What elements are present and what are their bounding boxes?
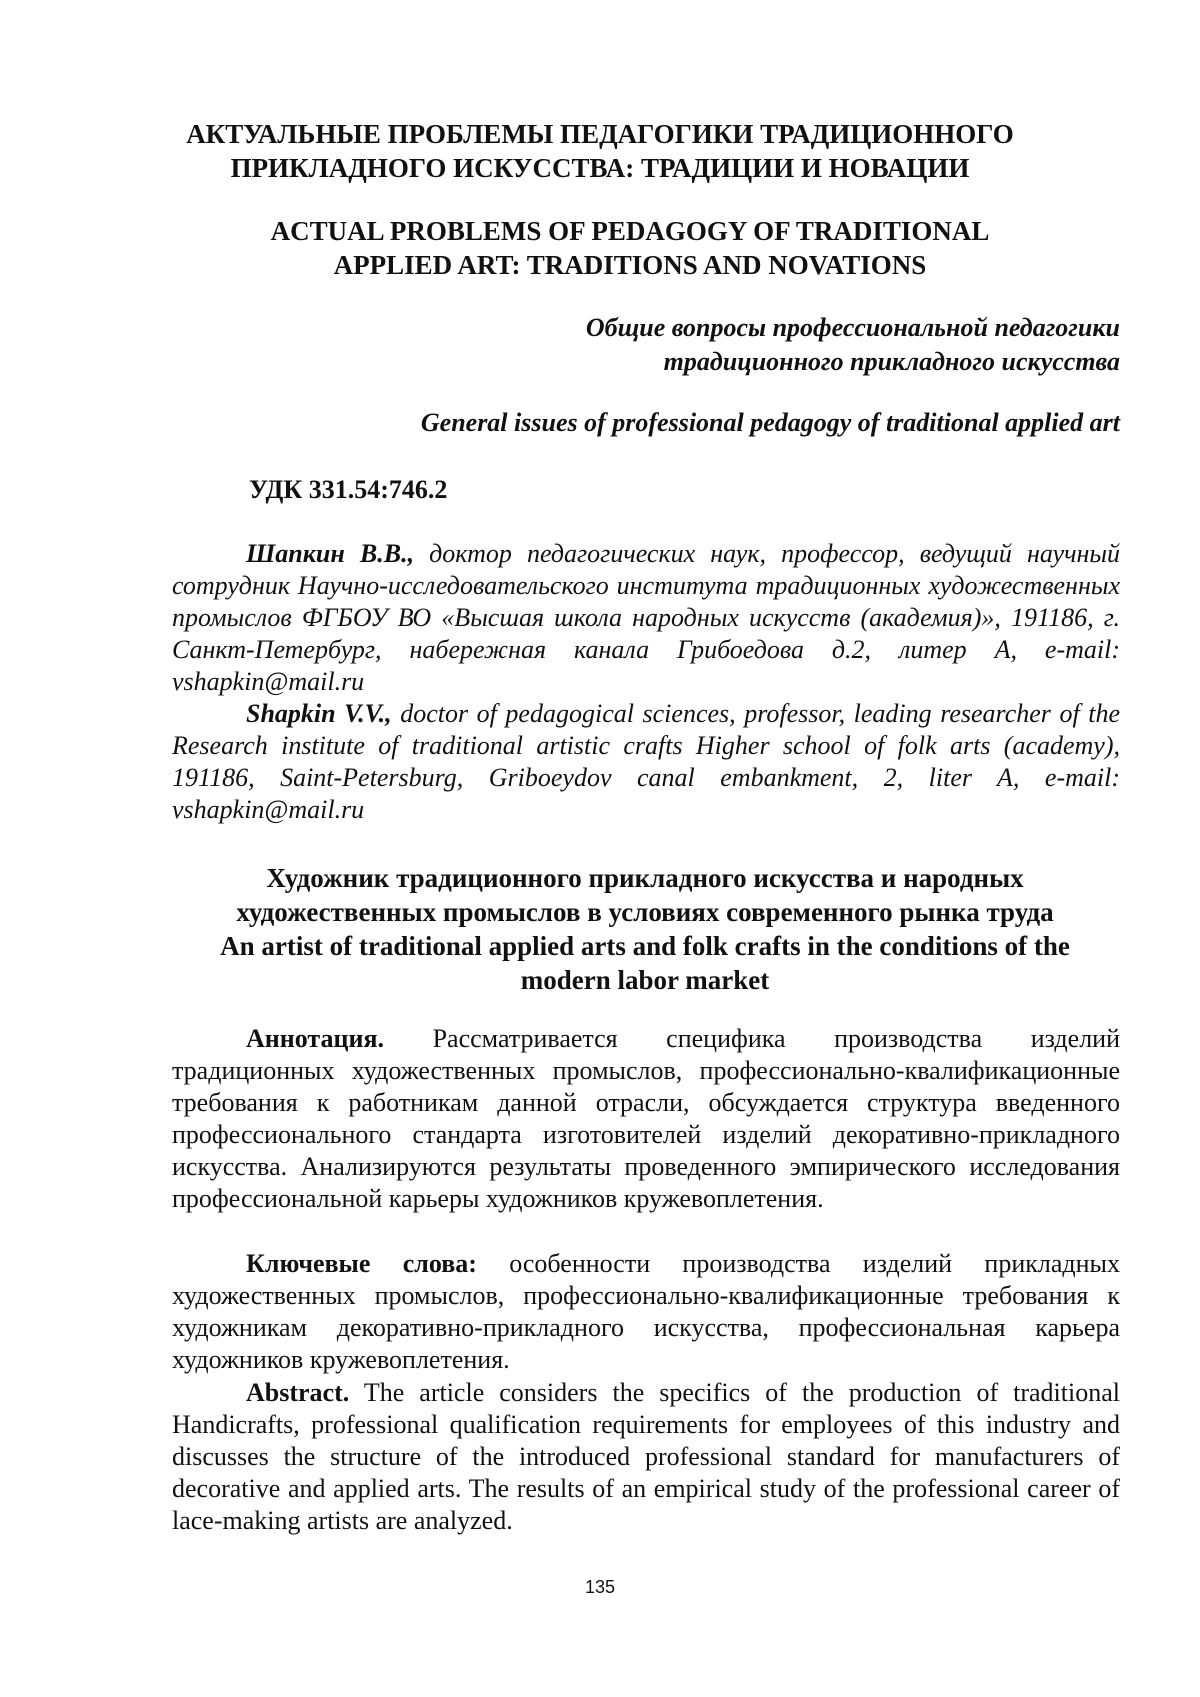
- article-title-en-line1: An artist of traditional applied arts and folk crafts in the conditions of the: [220, 931, 1070, 961]
- section-title-en: [180, 214, 1080, 282]
- author-affiliation-ru: [172, 538, 1120, 698]
- subsection-heading-en: General issues of professional pedagogy of traditional applied art: [420, 408, 1120, 437]
- section-title-ru-line1: АКТУАЛЬНЫЕ ПРОБЛЕМЫ ПЕДАГОГИКИ ТРАДИЦИОННОГО: [186, 119, 1014, 149]
- keywords-label: Ключевые слова:: [246, 1249, 477, 1278]
- keywords-text: особенности производства изделий прикладных художественных промыслов, профессионально-квалификационные требования к художникам декоративно-прикладного искусства, профессиональная карьера художников кружевоплетения.: [172, 1249, 1120, 1374]
- article-title: [160, 861, 1130, 997]
- article-title-en-line2: modern labor market: [520, 965, 770, 995]
- subsection-ru-line2: традиционного прикладного искусства: [663, 347, 1120, 376]
- author-name-en: Shapkin V.V.,: [246, 699, 392, 728]
- subsection-ru-line1: Общие вопросы профессиональной педагогики: [585, 313, 1120, 342]
- abstract-label: Abstract.: [246, 1378, 350, 1407]
- article-title-ru-line2: художественных промыслов в условиях современного рынка труда: [236, 897, 1054, 927]
- subsection-heading-ru: [420, 311, 1120, 379]
- author-details-ru: доктор педагогических наук, профессор, ведущий научный сотрудник Научно-исследовательского института традиционных художественных промыслов ФГБОУ ВО «Высшая школа народных искусств (академия)», 191186, г. Санкт-Петербург, набережная канала Грибоедова д.2, литер А, e-mail: vshapkin@mail.ru: [172, 539, 1120, 696]
- section-title-en-line1: ACTUAL PROBLEMS OF PEDAGOGY OF TRADITIONAL: [270, 216, 990, 246]
- author-affiliation-en: [172, 698, 1120, 826]
- article-title-ru-line1: Художник традиционного прикладного искусства и народных: [266, 863, 1024, 893]
- annotation-text: Рассматривается специфика производства изделий традиционных художественных промыслов, профессионально-квалификационные требования к работникам данной отрасли, обсуждается структура введенного профессионального стандарта изготовителей изделий декоративно-прикладного искусства. Анализируются результаты проведенного эмпирического исследования профессиональной карьеры художников кружевоплетения.: [172, 1024, 1120, 1213]
- abstract-text: The article considers the specifics of the production of traditional Handicrafts, professional qualification requirements for employees of this industry and discusses the structure of the introduced professional standard for manufacturers of decorative and applied arts. The results of an empirical study of the professional career of lace-making artists are analyzed.: [172, 1378, 1120, 1535]
- section-title-ru-line2: ПРИКЛАДНОГО ИСКУССТВА: ТРАДИЦИИ И НОВАЦИИ: [230, 153, 970, 183]
- author-name-ru: Шапкин В.В.,: [246, 539, 415, 568]
- section-title-en-line2: APPLIED ART: TRADITIONS AND NOVATIONS: [333, 250, 927, 280]
- udk-code: УДК 331.54:746.2: [249, 475, 448, 504]
- keywords-paragraph: [172, 1248, 1120, 1376]
- abstract-paragraph: [172, 1377, 1120, 1537]
- page-number: 135: [584, 1577, 616, 1597]
- author-details-en: doctor of pedagogical sciences, professor, leading researcher of the Research institute of traditional artistic crafts Higher school of folk arts (academy), 191186, Saint-Petersburg, Griboeydov canal embankment, 2, liter A, e-mail: vshapkin@mail.ru: [172, 699, 1120, 824]
- section-title-ru: [120, 117, 1080, 185]
- annotation-paragraph: [172, 1023, 1120, 1215]
- annotation-label: Аннотация.: [246, 1024, 385, 1053]
